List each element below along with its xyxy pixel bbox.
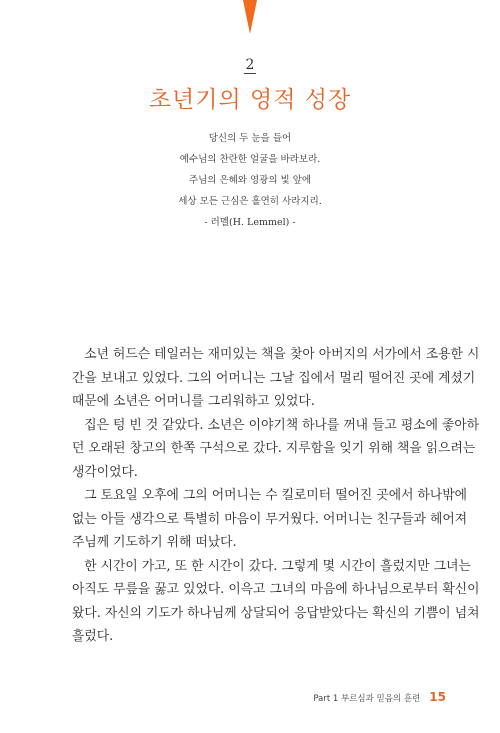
body-line: 왔다. 자신의 기도가 하나님께 상달되어 응답받았다는 확신의 기쁨이 넘쳐: [72, 605, 480, 621]
body-line: 소년 허드슨 테일러는 재미있는 책을 찾아 아버지의 서가에서 조용한 시: [72, 347, 480, 362]
poem-line: 세상 모든 근심은 홀연히 사라지리.: [178, 196, 322, 207]
page-number: 15: [429, 690, 446, 704]
body-line: 아직도 무릎을 꿇고 있었다. 이윽고 그녀의 마음에 하나님으로부터 확신이: [72, 582, 480, 597]
body-line: 때문에 소년은 어머니를 그리워하고 있었다.: [72, 394, 315, 409]
page-footer: [313, 690, 446, 704]
body-line: 흘렀다.: [72, 629, 114, 644]
body-line: 한 시간이 가고, 또 한 시간이 갔다. 그렇게 몇 시간이 흘렀지만 그녀는: [72, 558, 471, 574]
body-line: 집은 텅 빈 것 같았다. 소년은 이야기책 하나를 꺼내 들고 평소에 좋아하: [72, 417, 480, 433]
poem-line: 당신의 두 눈을 들어: [208, 133, 292, 144]
body-text: [72, 343, 480, 649]
poem-attribution: - 러멜(H. Lemmel) -: [204, 217, 296, 228]
body-line: 던 오래된 창고의 한쪽 구석으로 갔다. 지루함을 잊기 위해 책을 읽으려는: [72, 441, 476, 456]
chapter-marker-triangle: [243, 0, 257, 34]
poem-line: 예수님의 찬란한 얼굴을 바라보라.: [179, 154, 321, 165]
body-line: 생각이었다.: [72, 464, 138, 480]
footer-section-label: Part 1 부르심과 믿음의 훈련: [313, 694, 421, 704]
chapter-number: [0, 57, 500, 74]
chapter-number-text: 2: [245, 57, 255, 73]
epigraph-poem: [0, 128, 500, 233]
chapter-title: 초년기의 영적 성장: [148, 87, 352, 113]
poem-line: 주님의 은혜와 영광의 빛 앞에: [188, 175, 312, 186]
body-line: 주님께 기도하기 위해 떠났다.: [72, 535, 237, 550]
body-line: 간을 보내고 있었다. 그의 어머니는 그날 집에서 멀리 떨어진 곳에 계셨기: [72, 370, 476, 386]
body-line: 그 토요일 오후에 그의 어머니는 수 킬로미터 떨어진 곳에서 하나밖에: [72, 488, 467, 503]
body-line: 없는 아들 생각으로 특별히 마음이 무거웠다. 어머니는 친구들과 헤어져: [72, 511, 468, 527]
